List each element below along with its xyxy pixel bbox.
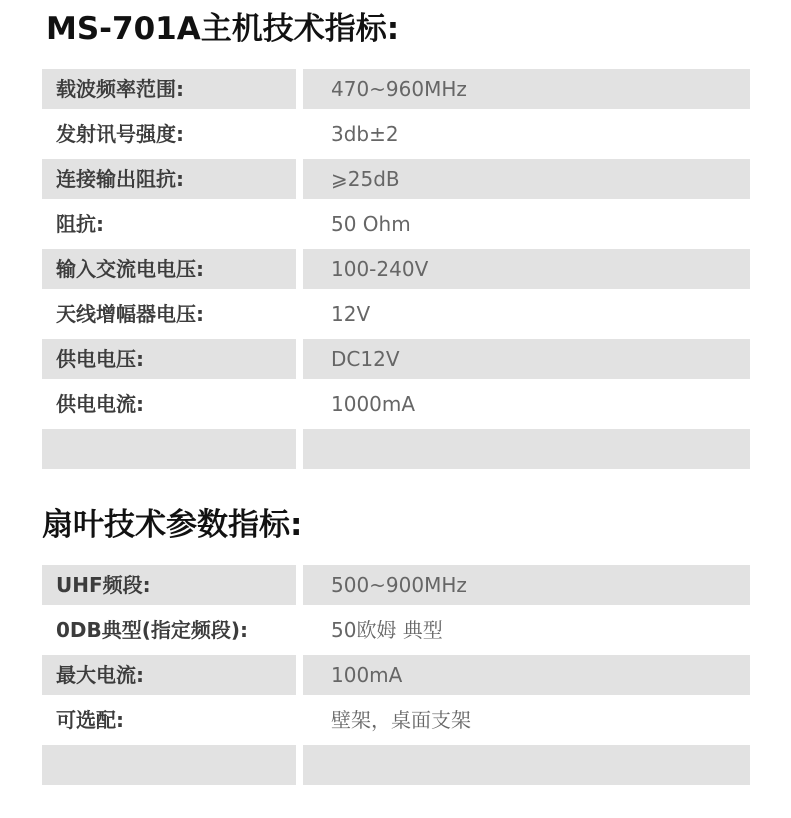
main-specs-table	[42, 69, 750, 474]
spec-label: 可选配:	[56, 708, 124, 732]
spec-label: 载波频率范围:	[42, 69, 296, 109]
spec-row-transmit-strength	[42, 114, 750, 154]
main-specs-title: MS-701A主机技术指标:	[46, 11, 400, 47]
spec-value: 50 Ohm	[331, 212, 411, 236]
spec-row-uhf-band	[42, 565, 750, 605]
spec-value: 壁架，桌面支架	[331, 708, 471, 732]
spec-label: 0DB典型(指定频段):	[56, 618, 249, 642]
spec-value: 100mA	[303, 655, 750, 695]
spec-row-max-current	[42, 655, 750, 695]
spec-value: DC12V	[303, 339, 750, 379]
spec-row-output-impedance	[42, 159, 750, 199]
spec-row-carrier-frequency	[42, 69, 750, 109]
spec-value: 1000mA	[331, 392, 416, 416]
spec-label: 连接输出阻抗:	[42, 159, 296, 199]
spec-row-supply-current	[42, 384, 750, 424]
spec-row-ac-input-voltage	[42, 249, 750, 289]
spec-value: 50欧姆 典型	[331, 618, 443, 642]
spec-label: UHF频段:	[42, 565, 296, 605]
spec-value: 500~900MHz	[303, 565, 750, 605]
spec-row-optional	[42, 700, 750, 740]
spec-value: 12V	[331, 302, 371, 326]
spec-label: 阻抗:	[56, 212, 104, 236]
spec-label: 供电电压:	[42, 339, 296, 379]
spec-row-supply-voltage	[42, 339, 750, 379]
spec-row-empty	[42, 745, 750, 785]
fan-specs-table	[42, 565, 750, 790]
fan-specs-title: 扇叶技术参数指标:	[42, 507, 303, 543]
spec-value	[303, 745, 750, 785]
spec-label	[42, 745, 296, 785]
spec-label	[42, 429, 296, 469]
spec-value: 470~960MHz	[303, 69, 750, 109]
spec-row-antenna-amp-voltage	[42, 294, 750, 334]
spec-value	[303, 429, 750, 469]
spec-label: 天线增幅器电压:	[56, 302, 204, 326]
spec-value: 3db±2	[331, 122, 399, 146]
spec-label: 最大电流:	[42, 655, 296, 695]
spec-label: 供电电流:	[56, 392, 144, 416]
spec-row-impedance	[42, 204, 750, 244]
spec-value: 100-240V	[303, 249, 750, 289]
spec-row-empty	[42, 429, 750, 469]
spec-value: ⩾25dB	[303, 159, 750, 199]
spec-label: 发射讯号强度:	[56, 122, 184, 146]
spec-label: 输入交流电电压:	[42, 249, 296, 289]
spec-row-0db-typical	[42, 610, 750, 650]
